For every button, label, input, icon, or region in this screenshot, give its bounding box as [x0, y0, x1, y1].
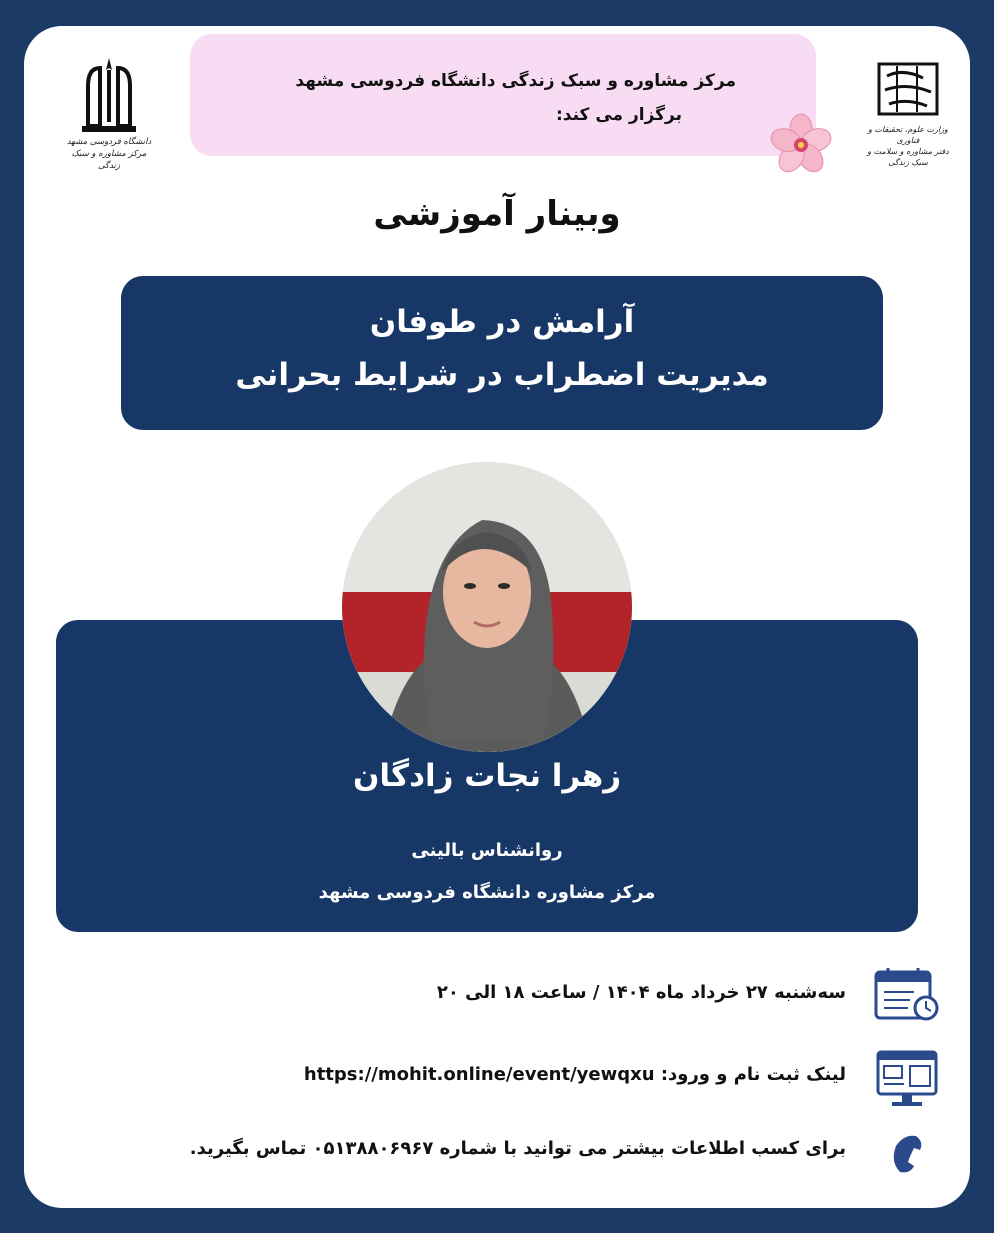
poster-card [24, 26, 970, 1208]
right-logo-caption-2: دفتر مشاوره و سلامت و سبک زندگی [867, 147, 949, 167]
topic-box [121, 276, 883, 430]
ministry-logo [858, 58, 958, 168]
organizer-line-2: برگزار می کند: [555, 105, 682, 125]
university-emblem-icon [74, 56, 144, 136]
webinar-heading: وبینار آموزشی [373, 194, 621, 234]
organizer-line-1: مرکز مشاوره و سبک زندگی دانشگاه فردوسی مشهد [295, 71, 736, 91]
calendar-clock-icon [874, 966, 940, 1022]
calligraphy-emblem-icon [873, 58, 943, 120]
contact-info: برای کسب اطلاعات بیشتر می توانید با شماره ۰۵۱۳۸۸۰۶۹۶۷ تماس بگیرید. [189, 1138, 846, 1159]
right-logo-caption-1: وزارت علوم، تحقیقات و فناوری [868, 125, 948, 145]
speaker-photo [342, 462, 632, 752]
left-logo-caption-2: مرکز مشاوره و سبک زندگی [71, 149, 147, 171]
date-row [24, 964, 970, 1024]
organizer-box [190, 34, 816, 156]
contact-row [24, 1124, 970, 1184]
speaker-name: زهرا نجات زادگان [352, 758, 622, 794]
registration-row [24, 1044, 970, 1104]
topic-title-line-2: مدیریت اضطراب در شرایط بحرانی [235, 357, 769, 393]
speaker-role: روانشناس بالینی [411, 840, 563, 861]
web-browser-icon [876, 1050, 938, 1108]
topic-title-line-1: آرامش در طوفان [369, 304, 635, 340]
left-logo-caption-1: دانشگاه فردوسی مشهد [66, 137, 152, 147]
speaker-affiliation: مرکز مشاوره دانشگاه فردوسی مشهد [318, 882, 656, 903]
blossom-flower-icon [768, 112, 834, 178]
registration-link[interactable]: لینک ثبت نام و ورود: https://mohit.online/event/yewqxu [303, 1064, 846, 1085]
phone-icon [886, 1132, 926, 1176]
ferdowsi-university-logo [64, 56, 154, 186]
speaker-portrait-icon [342, 462, 632, 752]
event-datetime: سه‌شنبه ۲۷ خرداد ماه ۱۴۰۴ / ساعت ۱۸ الی ۲۰ [436, 982, 846, 1003]
